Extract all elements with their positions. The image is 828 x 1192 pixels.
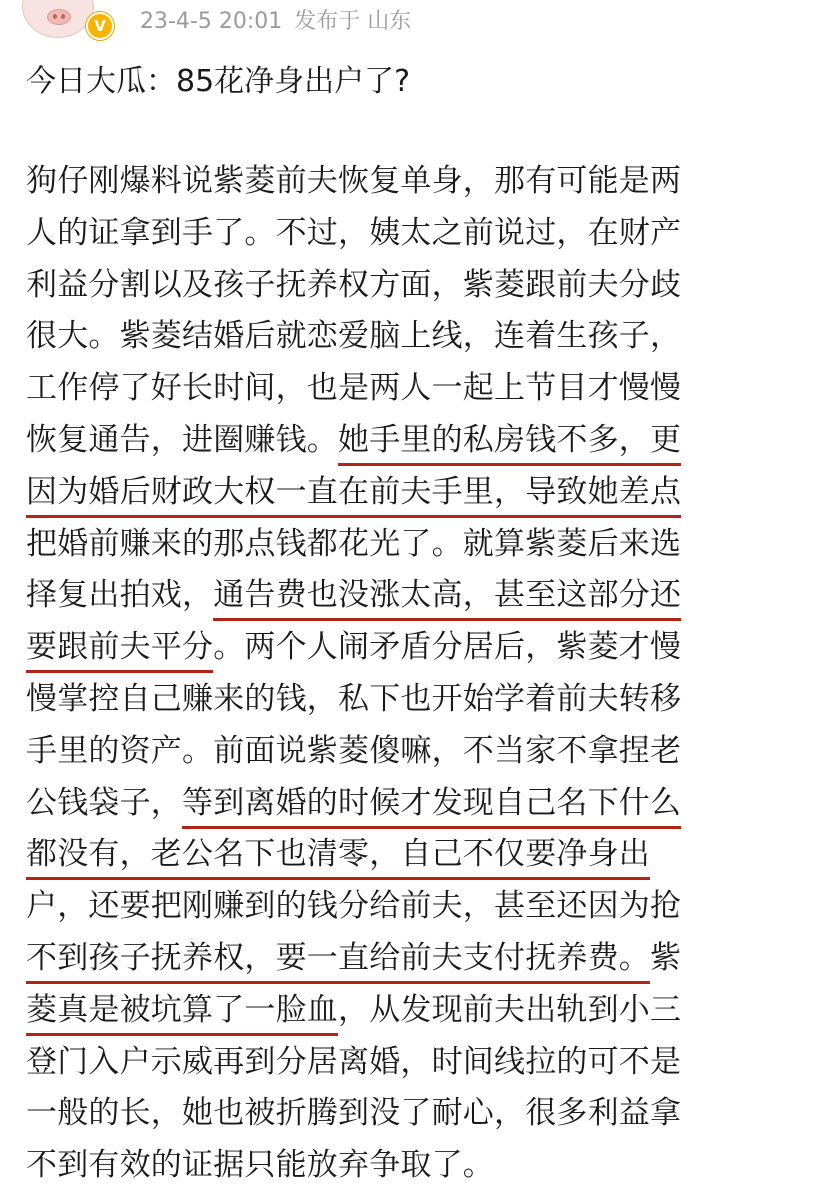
body-text: 慢掌控自己赚来的钱，私下也开始学着前夫转移	[26, 680, 682, 717]
post-body-line	[26, 311, 806, 363]
post-body-line	[26, 260, 806, 312]
post-body-line	[26, 208, 806, 260]
body-text: 。两个人闹矛盾分居后，紫菱才慢	[213, 629, 682, 666]
body-text: 利益分割以及孩子抚养权方面，紫菱跟前夫分歧	[26, 266, 682, 303]
underlined-text: 通告费也没涨太高，甚至这部分还	[213, 577, 681, 621]
underlined-text: 她手里的私房钱不多，更	[338, 422, 681, 466]
post-location: 发布于 山东	[294, 9, 412, 34]
post-body-line	[26, 985, 806, 1037]
post-body-line	[26, 570, 806, 622]
body-text: 不到有效的证据只能放弃争取了。	[26, 1147, 494, 1184]
post-body-line	[26, 363, 806, 415]
post-body-line	[26, 1088, 806, 1140]
post-body-line	[26, 829, 806, 881]
post-meta	[140, 8, 411, 36]
post-body-line	[26, 519, 806, 571]
body-text: 手里的资产。前面说紫菱傻嘛，不当家不拿捏老	[26, 732, 682, 769]
verified-v-icon: V	[86, 12, 114, 40]
body-text: 人的证拿到手了。不过，姨太之前说过，在财产	[26, 214, 682, 251]
post-timestamp: 23-4-5 20:01	[140, 9, 283, 34]
underlined-text: 都没有，老公名下也清零，自己不仅要净身出	[26, 836, 650, 880]
underlined-text: 要跟前夫平分	[26, 629, 213, 673]
body-text: 很大。紫菱结婚后就恋爱脑上线，连着生孩子，	[26, 318, 682, 355]
post-header	[0, 0, 828, 44]
post-body-line	[26, 933, 806, 985]
body-text: 公钱袋子，	[26, 784, 182, 821]
avatar[interactable]	[22, 0, 94, 38]
post-body	[26, 156, 806, 1192]
post-body-line	[26, 156, 806, 208]
underlined-text: 菱真是被坑算了一脸血	[26, 992, 338, 1036]
body-text: 恢复通告，进圈赚钱。	[26, 421, 338, 458]
post-body-line	[26, 881, 806, 933]
post-body-line	[26, 622, 806, 674]
post-body-line	[26, 415, 806, 467]
post-body-line	[26, 778, 806, 830]
underlined-text: 等到离婚的时候才发现自己名下什么	[182, 785, 681, 829]
body-text: 登门入户示威再到分居离婚，时间线拉的可不是	[26, 1043, 682, 1080]
body-text: 紫	[650, 939, 682, 976]
post-body-line	[26, 726, 806, 778]
post-body-line	[26, 674, 806, 726]
body-text: 择复出拍戏，	[26, 577, 214, 614]
body-text: ，从发现前夫出轨到小三	[338, 991, 682, 1028]
post-body-line	[26, 467, 806, 519]
body-text: 户，还要把刚赚到的钱分给前夫，甚至还因为抢	[26, 888, 682, 925]
body-text: 工作停了好长时间，也是两人一起上节目才慢慢	[26, 370, 682, 407]
underlined-text: 不到孩子抚养权，要一直给前夫支付抚养费。	[26, 940, 650, 984]
post-body-line	[26, 1037, 806, 1089]
post-title: 今日大瓜：85花净身出户了?	[26, 64, 411, 99]
post-body-line	[26, 1140, 806, 1192]
underlined-text: 因为婚后财政大权一直在前夫手里，导致她差点	[26, 474, 681, 518]
body-text: 一般的长，她也被折腾到没了耐心，很多利益拿	[26, 1095, 682, 1132]
body-text: 把婚前赚来的那点钱都花光了。就算紫菱后来选	[26, 525, 682, 562]
body-text: 狗仔刚爆料说紫菱前夫恢复单身，那有可能是两	[26, 163, 682, 199]
